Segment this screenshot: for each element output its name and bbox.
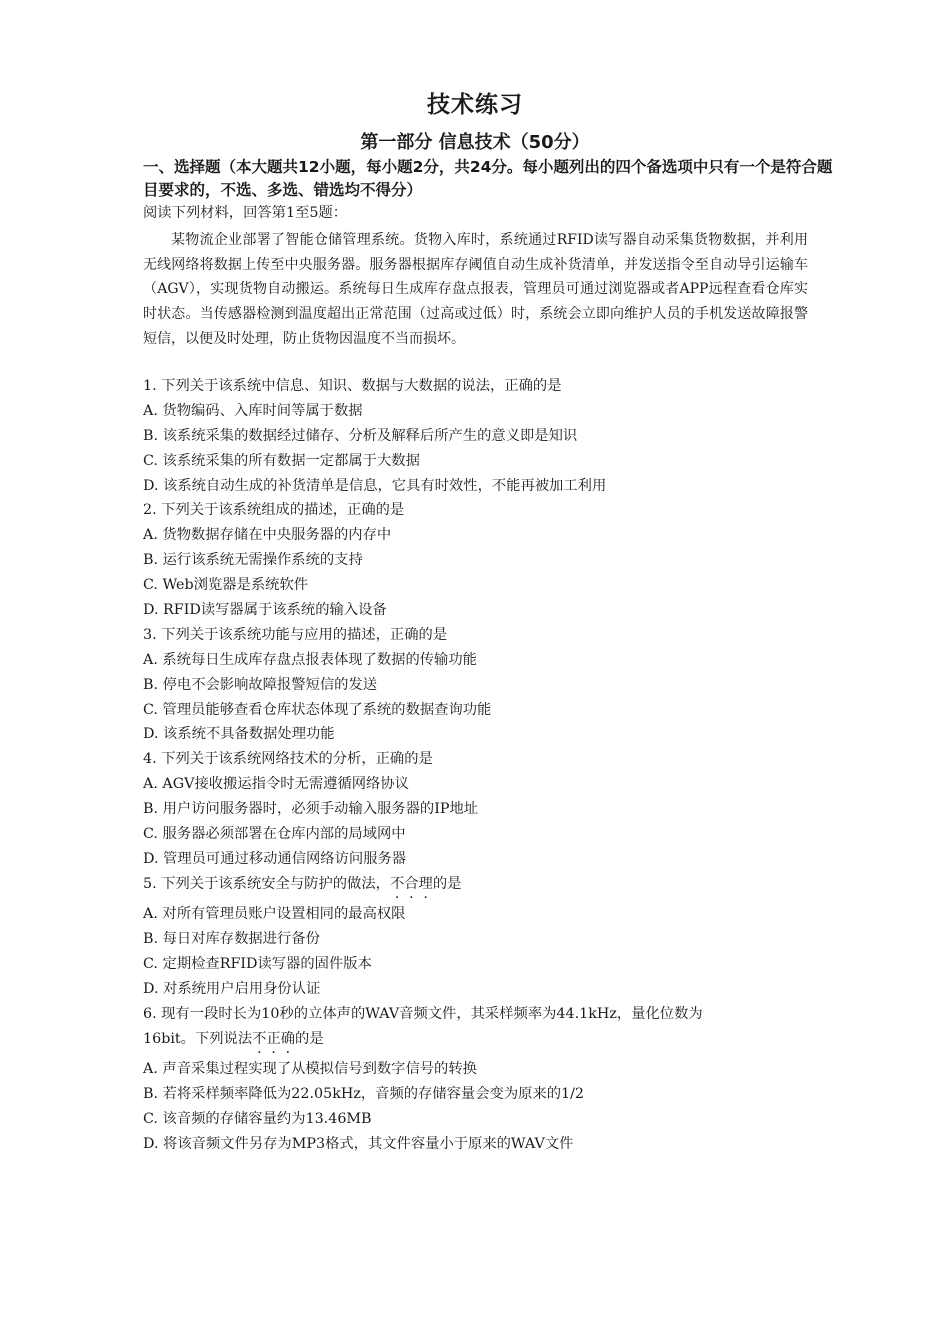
q5-option-a: A. 对所有管理员账户设置相同的最高权限 xyxy=(143,906,406,922)
q3-option-b: B. 停电不会影响故障报警短信的发送 xyxy=(143,677,378,693)
q3-option-c: C. 管理员能够查看仓库状态体现了系统的数据查询功能 xyxy=(143,702,492,718)
emphasis-char: 正 xyxy=(266,1031,281,1047)
q1-option-d: D. 该系统自动生成的补货清单是信息，它具有时效性，不能再被加工利用 xyxy=(143,478,607,494)
q1-option-c: C. 该系统采集的所有数据一定都属于大数据 xyxy=(143,453,420,469)
reading-intro: 阅读下列材料，回答第1至5题： xyxy=(143,205,348,221)
q5-stem-text: 5. 下列关于该系统安全与防护的做法， xyxy=(143,876,390,892)
q5-stem xyxy=(143,874,461,894)
page-title: 技术练习 xyxy=(427,92,523,118)
q3-stem: 3. 下列关于该系统功能与应用的描述，正确的是 xyxy=(143,627,448,643)
section-heading: 一、选择题（本大题共12小题，每小题2分，共24分。每小题列出的四个备选项中只有一个是符合题目要求的，不选、多选、错选均不得分） xyxy=(143,158,833,199)
q5-option-d: D. 对系统用户启用身份认证 xyxy=(143,981,321,997)
q5-option-c: C. 定期检查RFID读写器的固件版本 xyxy=(143,956,372,972)
q4-option-b: B. 用户访问服务器时，必须手动输入服务器的IP地址 xyxy=(143,801,479,817)
q6-option-b: B. 若将采样频率降低为22.05kHz，音频的存储容量会变为原来的1/2 xyxy=(143,1086,585,1102)
q6-stem-text: 16bit。下列说法 xyxy=(143,1031,253,1047)
q2-stem: 2. 下列关于该系统组成的描述，正确的是 xyxy=(143,502,405,518)
q6-stem-line1: 6. 现有一段时长为10秒的立体声的WAV音频文件，其采样频率为44.1kHz，量化位数为 xyxy=(143,1006,703,1022)
q1-stem: 1. 下列关于该系统中信息、知识、数据与大数据的说法，正确的是 xyxy=(143,378,562,394)
emphasis-char: 不 xyxy=(389,876,405,892)
q4-option-d: D. 管理员可通过移动通信网络访问服务器 xyxy=(143,851,407,867)
part-title: 第一部分 信息技术（50分） xyxy=(360,132,590,153)
q1-option-a: A. 货物编码、入库时间等属于数据 xyxy=(143,403,363,419)
q3-option-d: D. 该系统不具备数据处理功能 xyxy=(143,726,335,742)
q6-option-c: C. 该音频的存储容量约为13.46MB xyxy=(143,1111,372,1127)
q3-option-a: A. 系统每日生成库存盘点报表体现了数据的传输功能 xyxy=(143,652,477,668)
emphasis-char: 理 xyxy=(418,876,433,892)
q2-option-c: C. Web浏览器是系统软件 xyxy=(143,577,309,593)
q2-option-b: B. 运行该系统无需操作系统的支持 xyxy=(143,552,363,568)
q5-option-b: B. 每日对库存数据进行备份 xyxy=(143,931,320,947)
q2-option-a: A. 货物数据存储在中央服务器的内存中 xyxy=(143,527,392,543)
q2-option-d: D. RFID读写器属于该系统的输入设备 xyxy=(143,602,387,618)
emphasis-char: 合 xyxy=(404,876,419,892)
q4-option-c: C. 服务器必须部署在仓库内部的局域网中 xyxy=(143,826,406,842)
q6-option-a: A. 声音采集过程实现了从模拟信号到数字信号的转换 xyxy=(143,1061,477,1077)
emphasis-char: 确 xyxy=(280,1031,296,1047)
q4-stem: 4. 下列关于该系统网络技术的分析，正确的是 xyxy=(143,751,433,767)
q5-stem-end: 的是 xyxy=(432,876,462,892)
emphasis-char: 不 xyxy=(252,1031,267,1047)
q6-stem-line2 xyxy=(143,1029,324,1049)
q6-option-d: D. 将该音频文件另存为MP3格式，其文件容量小于原来的WAV文件 xyxy=(143,1136,574,1152)
q4-option-a: A. AGV接收搬运指令时无需遵循网络协议 xyxy=(143,776,409,792)
reading-material: 某物流企业部署了智能仓储管理系统。货物入库时，系统通过RFID读写器自动采集货物数据，并利用无线网络将数据上传至中央服务器。服务器根据库存阈值自动生成补货清单，并发送指令至自动导引运输车（AGV），实现货物自动搬运。系统每日生成库存盘点报表，管理员可通过浏览器或者APP远程查看仓库实时状态。当传感器检测到温度超出正常范围（过高或过低）时，系统会立即向维护人员的手机发送故障报警短信，以便及时处理，防止货物因温度不当而损坏。 xyxy=(143,232,808,347)
q1-option-b: B. 该系统采集的数据经过储存、分析及解释后所产生的意义即是知识 xyxy=(143,428,578,444)
q6-stem-end: 的是 xyxy=(295,1031,324,1047)
